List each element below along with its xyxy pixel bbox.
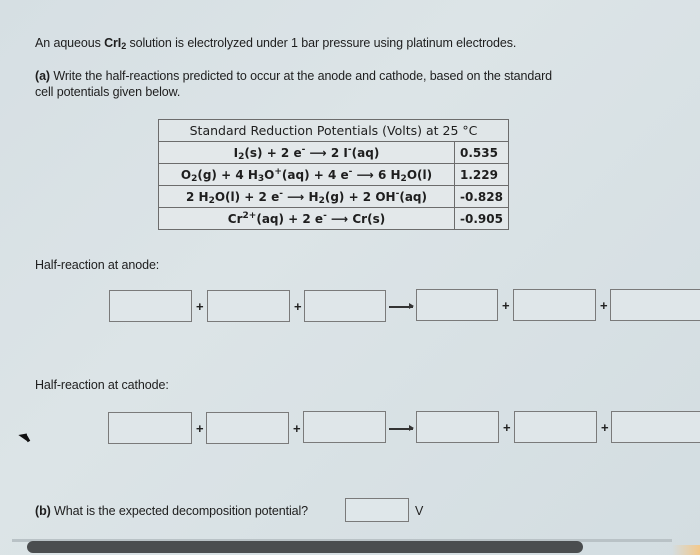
anode-reactant-3-input[interactable] (304, 290, 386, 322)
plus-sign: + (294, 299, 302, 314)
horizontal-scrollbar-thumb[interactable] (27, 541, 583, 553)
reaction-cell: $I_2(s) + 2$ e- ⟶ 2 I-(aq) (159, 142, 455, 164)
cathode-reactant-2-input[interactable] (206, 412, 289, 444)
plus-sign: + (196, 421, 204, 436)
potential-cell: 0.535 (455, 142, 509, 164)
intro-suffix: solution is electrolyzed under 1 bar pressure using platinum electrodes. (126, 36, 517, 50)
table-row (159, 142, 509, 164)
reaction-cell: $O_2(g) + 4$ $H_3O^+(aq) + 4$ e- ⟶ 6 $H_2O(l)$ (159, 164, 455, 186)
part-a-prompt (35, 68, 552, 84)
table-row (159, 186, 509, 208)
decomposition-potential-input[interactable] (345, 498, 409, 522)
intro-text (35, 35, 516, 51)
anode-product-1-input[interactable] (416, 289, 498, 321)
reaction-cell: $Cr^{2+}(aq) + 2$ e- ⟶ Cr(s) (159, 208, 455, 230)
part-a-label: (a) (35, 69, 50, 83)
part-a-line2: cell potentials given below. (35, 85, 181, 99)
cathode-reactant-1-input[interactable] (108, 412, 192, 444)
cathode-label: Half-reaction at cathode: (35, 378, 169, 392)
anode-product-3-input[interactable] (610, 289, 700, 321)
cathode-product-3-input[interactable] (611, 411, 700, 443)
anode-reactant-1-input[interactable] (109, 290, 192, 322)
volt-unit-label: V (415, 504, 424, 518)
table-title: Standard Reduction Potentials (Volts) at 25 °C (159, 120, 509, 142)
reaction-arrow-icon (389, 428, 413, 430)
plus-sign: + (293, 421, 301, 436)
plus-sign: + (503, 420, 511, 435)
plus-sign: + (600, 298, 608, 313)
plus-sign: + (601, 420, 609, 435)
intro-prefix: An aqueous (35, 36, 105, 50)
screen-glare (672, 545, 700, 555)
cathode-product-1-input[interactable] (416, 411, 499, 443)
compound-formula (104, 36, 126, 50)
anode-reactant-2-input[interactable] (207, 290, 290, 322)
plus-sign: + (502, 298, 510, 313)
compound-subscript: 2 (121, 41, 127, 51)
potential-cell: -0.828 (455, 186, 509, 208)
table-row (159, 164, 509, 186)
plus-sign: + (196, 299, 204, 314)
part-a-line1: Write the half-reactions predicted to occur at the anode and cathode, based on the standard (49, 69, 552, 83)
anode-product-2-input[interactable] (513, 289, 596, 321)
cathode-product-2-input[interactable] (514, 411, 597, 443)
table-header-row (159, 120, 509, 142)
part-b-prompt (35, 503, 308, 519)
reaction-cell: 2 $H_2O(l) + 2$ e- ⟶ $H_2(g) + 2$ OH-(aq) (159, 186, 455, 208)
anode-label: Half-reaction at anode: (35, 258, 160, 272)
potential-cell: 1.229 (455, 164, 509, 186)
compound-base: CrI (104, 36, 122, 50)
part-b-text: What is the expected decomposition potential? (50, 504, 309, 518)
potential-cell: -0.905 (455, 208, 509, 230)
cathode-reactant-3-input[interactable] (303, 411, 386, 443)
reaction-arrow-icon (389, 306, 413, 308)
table-row (159, 208, 509, 230)
reduction-potentials-table (158, 119, 509, 230)
part-b-label: (b) (35, 504, 51, 518)
